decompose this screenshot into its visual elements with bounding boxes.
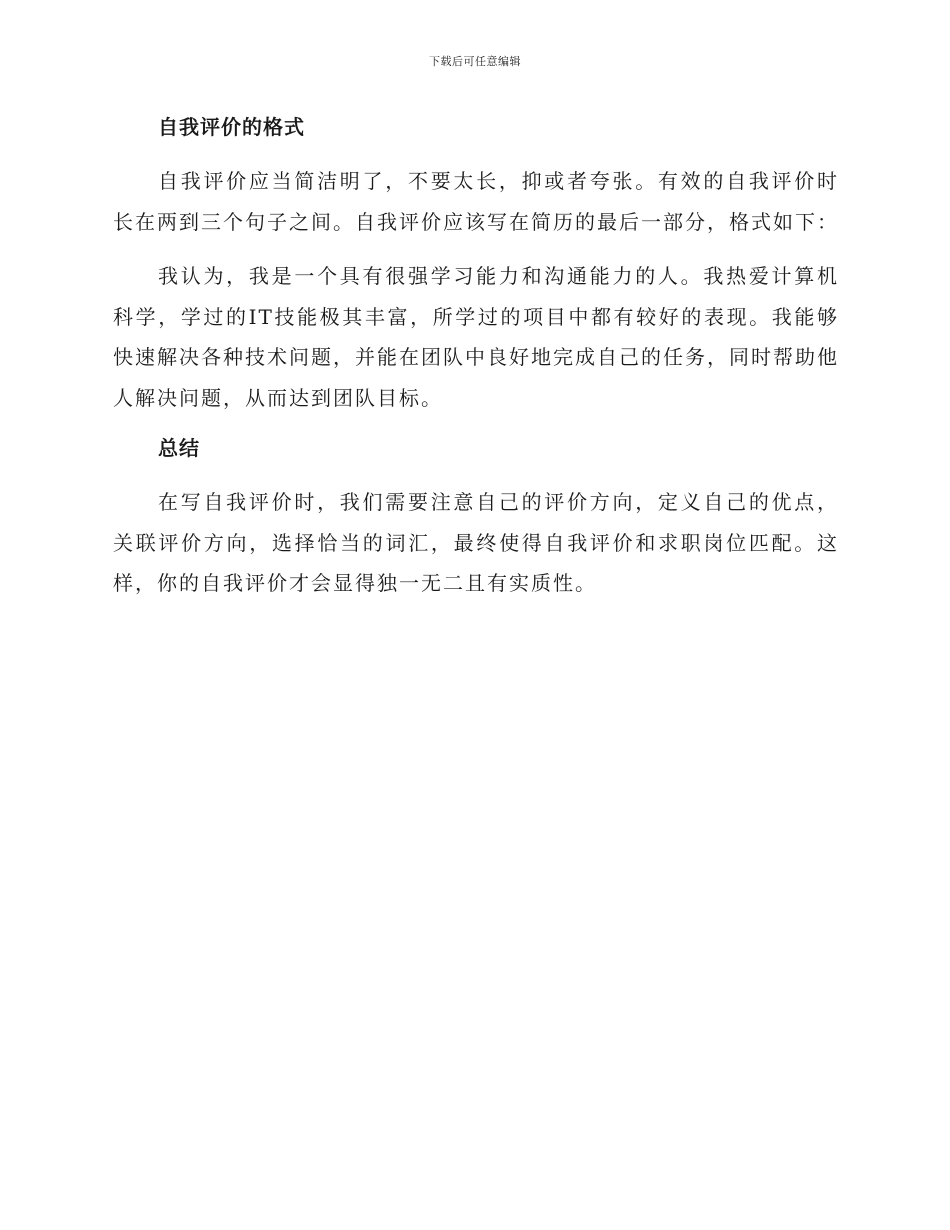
paragraph-example: 我认为，我是一个具有很强学习能力和沟通能力的人。我热爱计算机科学，学过的IT技能极其丰富，所学过的项目中都有较好的表现。我能够快速解决各种技术问题，并能在团队中良好地完成自己的任务，同时帮助他人解决问题，从而达到团队目标。 — [113, 264, 839, 410]
document-body — [113, 112, 839, 604]
page-header: 下载后可任意编辑 — [429, 55, 521, 68]
section-heading-summary: 总结 — [158, 436, 200, 460]
paragraph-format-intro: 自我评价应当简洁明了，不要太长，抑或者夸张。有效的自我评价时长在两到三个句子之间。自我评价应该写在简历的最后一部分，格式如下： — [113, 169, 839, 234]
section-heading-format: 自我评价的格式 — [158, 115, 305, 139]
paragraph-summary: 在写自我评价时，我们需要注意自己的评价方向，定义自己的优点，关联评价方向，选择恰当的词汇，最终使得自我评价和求职岗位匹配。这样，你的自我评价才会显得独一无二且有实质性。 — [113, 490, 839, 595]
